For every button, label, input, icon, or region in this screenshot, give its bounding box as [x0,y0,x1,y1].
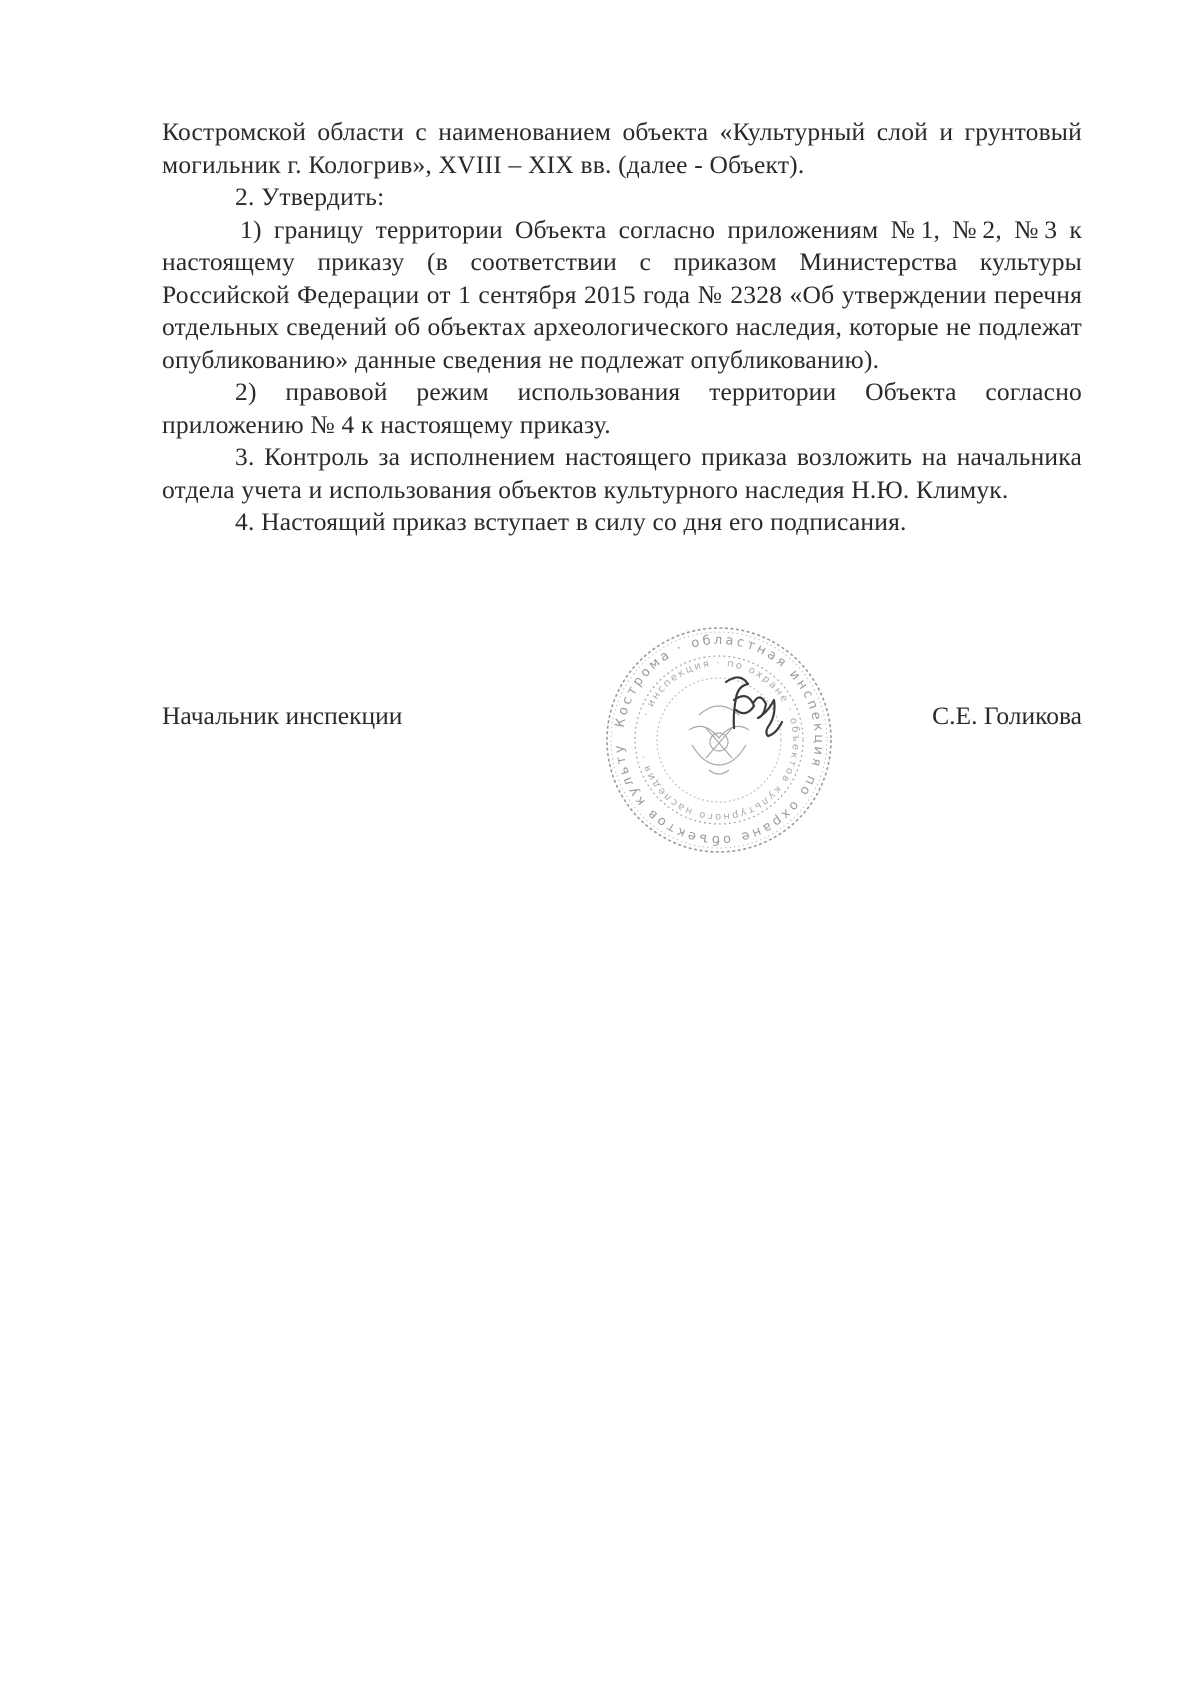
paragraph-territory-border: 1) границу территории Объекта согласно приложениям №1, №2, №3 к настоящему приказу (в соответствии с приказом Министерства культуры Российской Федерации от 1 сентября 2015 года № 2328 «Об утверждении перечня отдельных сведений об объектах археологического наследия, которые не подлежат опубликованию» данные сведения не подлежат опубликованию). [162,214,1082,374]
official-seal-icon [594,620,844,860]
paragraph-object-name: Костромской области с наименованием объекта «Культурный слой и грунтовый могильник г. Кологрив», XVIII – XIX вв. (далее - Объект). [162,117,1082,179]
signatory-name: С.Е. Голикова [932,701,1082,730]
paragraph-control: 3. Контроль за исполнением настоящего приказа возложить на начальника отдела учета и использования объектов культурного наследия Н.Ю. Климук. [162,442,1082,504]
seal-graphic [594,620,844,860]
document-body [162,116,1082,539]
seal-inner-ring [657,678,781,802]
seal-middle-ring [635,656,803,824]
signatory-position: Начальник инспекции [162,701,403,730]
paragraph-legal-regime: 2) правовой режим использования территории Объекта согласно приложению № 4 к настоящему приказу. [162,377,1082,439]
seal-inner-text: · инспекция · по охране · объектов культурного наследия · [638,657,802,823]
seal-emblem [689,706,749,774]
paragraph-effective-date: 4. Настоящий приказ вступает в силу со дня его подписания. [235,507,907,536]
seal-outer-text: Кострома · областная инспекция по охране объектов культу [611,632,827,848]
paragraph-approve-heading: 2. Утвердить: [235,182,385,211]
